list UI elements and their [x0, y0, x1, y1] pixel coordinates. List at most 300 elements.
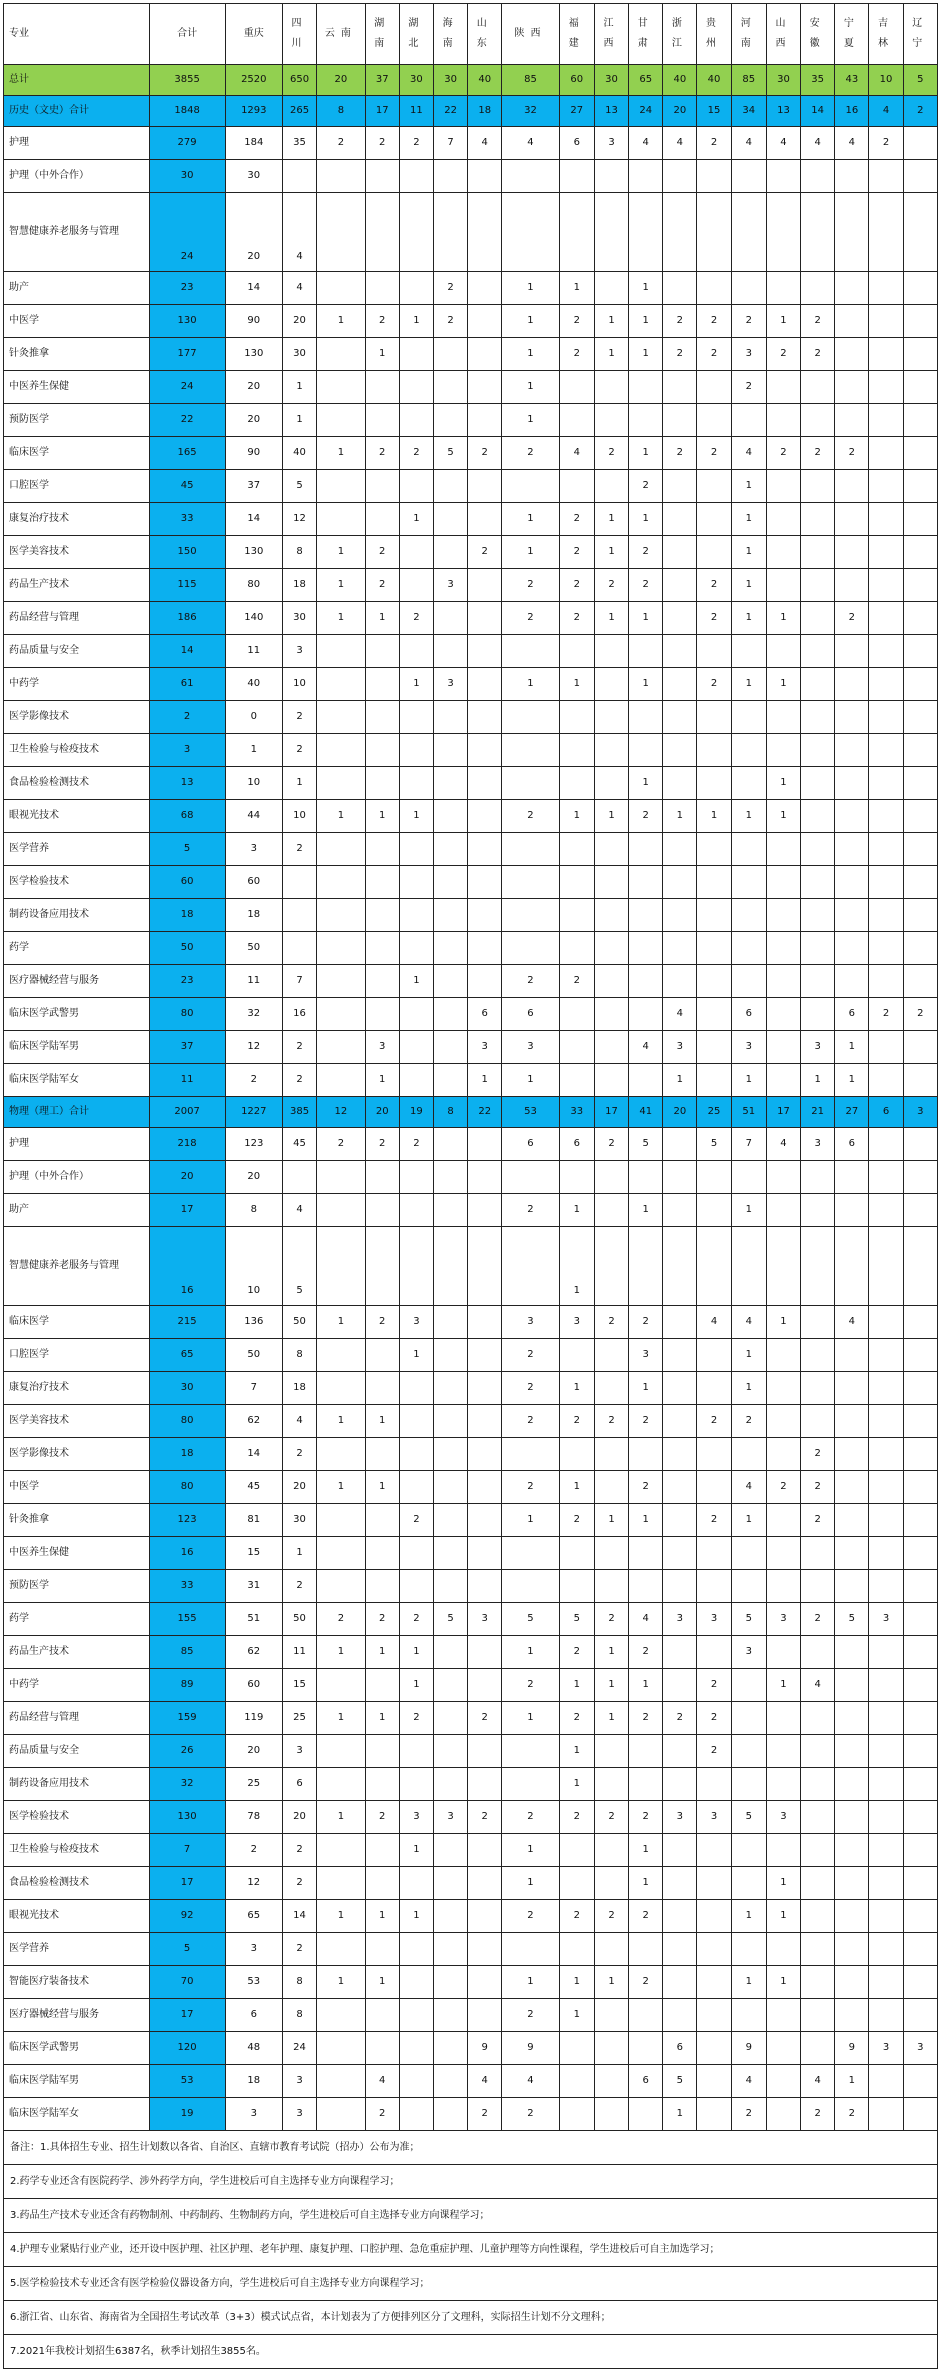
province-count	[697, 767, 731, 800]
province-count	[629, 734, 663, 767]
province-count	[766, 1161, 800, 1194]
major-total: 22	[149, 404, 225, 437]
province-count	[835, 1537, 869, 1570]
province-count	[365, 404, 399, 437]
province-count	[766, 1999, 800, 2032]
province-count	[835, 767, 869, 800]
province-count	[801, 701, 835, 734]
summary-total: 3855	[149, 65, 225, 96]
province-count: 15	[282, 1669, 316, 1702]
province-count: 2	[468, 437, 502, 470]
province-count	[468, 1194, 502, 1227]
province-count	[801, 1900, 835, 1933]
province-count	[433, 701, 467, 734]
province-count: 20	[282, 1471, 316, 1504]
major-name: 针灸推拿	[4, 338, 150, 371]
section-value: 17	[766, 1097, 800, 1128]
province-count	[468, 1372, 502, 1405]
province-count: 1	[365, 1471, 399, 1504]
province-count	[903, 1438, 937, 1471]
province-count	[869, 1504, 903, 1537]
province-count: 1	[365, 1636, 399, 1669]
province-count: 2	[594, 569, 628, 602]
province-count	[766, 998, 800, 1031]
province-count: 2	[594, 1306, 628, 1339]
province-count: 1	[629, 1504, 663, 1537]
province-count: 2	[365, 1306, 399, 1339]
province-count: 1	[502, 272, 559, 305]
province-count	[468, 1405, 502, 1438]
major-total: 33	[149, 1570, 225, 1603]
province-count: 1	[766, 1669, 800, 1702]
province-count	[731, 701, 766, 734]
province-count	[399, 1867, 433, 1900]
province-count	[399, 1933, 433, 1966]
province-count: 3	[468, 1031, 502, 1064]
province-count	[835, 1702, 869, 1735]
province-count	[365, 701, 399, 734]
table-row	[4, 1372, 938, 1405]
province-count	[317, 1372, 366, 1405]
province-count: 3	[282, 635, 316, 668]
province-count	[835, 1933, 869, 1966]
province-count: 11	[282, 1636, 316, 1669]
province-count: 45	[282, 1128, 316, 1161]
province-count	[433, 404, 467, 437]
province-count	[869, 569, 903, 602]
province-count: 4	[468, 127, 502, 160]
province-count	[903, 371, 937, 404]
table-row	[4, 1504, 938, 1537]
province-count: 2	[594, 1405, 628, 1438]
province-count	[559, 1438, 594, 1471]
province-count	[766, 1438, 800, 1471]
table-row	[4, 1636, 938, 1669]
summary-row	[4, 65, 938, 96]
province-count	[801, 1636, 835, 1669]
province-count	[317, 1867, 366, 1900]
province-count: 40	[282, 437, 316, 470]
province-count	[766, 1537, 800, 1570]
header-province: 海南	[433, 4, 467, 65]
major-total: 17	[149, 1194, 225, 1227]
header-province: 贵州	[697, 4, 731, 65]
province-count: 2	[594, 1603, 628, 1636]
province-count	[629, 1768, 663, 1801]
major-name: 卫生检验与检疫技术	[4, 734, 150, 767]
province-count: 123	[225, 1128, 282, 1161]
province-count	[731, 1702, 766, 1735]
province-count	[433, 1999, 467, 2032]
province-count	[697, 866, 731, 899]
province-count	[365, 1438, 399, 1471]
province-count	[835, 866, 869, 899]
province-count	[697, 1933, 731, 1966]
province-count	[663, 1227, 697, 1306]
province-count: 2	[282, 833, 316, 866]
table-row	[4, 1438, 938, 1471]
province-count	[365, 866, 399, 899]
province-count	[869, 602, 903, 635]
province-count	[869, 1900, 903, 1933]
province-count	[468, 1834, 502, 1867]
section-value: 25	[697, 1097, 731, 1128]
province-count: 1	[766, 1966, 800, 1999]
province-count	[433, 1161, 467, 1194]
province-count: 3	[225, 833, 282, 866]
province-count	[731, 1768, 766, 1801]
major-name: 医学营养	[4, 833, 150, 866]
province-count: 2	[282, 1570, 316, 1603]
province-count	[317, 1031, 366, 1064]
province-count: 1	[594, 305, 628, 338]
province-count: 3	[903, 2032, 937, 2065]
province-count: 2	[801, 305, 835, 338]
province-count	[433, 1636, 467, 1669]
province-count	[801, 1537, 835, 1570]
province-count: 50	[225, 1339, 282, 1372]
province-count	[663, 1735, 697, 1768]
province-count	[663, 536, 697, 569]
province-count: 1	[502, 1834, 559, 1867]
province-count	[697, 1471, 731, 1504]
province-count	[903, 1306, 937, 1339]
section-value: 51	[731, 1097, 766, 1128]
major-total: 17	[149, 1999, 225, 2032]
province-count	[399, 1735, 433, 1768]
province-count	[801, 160, 835, 193]
major-name: 助产	[4, 1194, 150, 1227]
province-count	[317, 1227, 366, 1306]
province-count	[399, 1768, 433, 1801]
province-count: 50	[225, 932, 282, 965]
province-count	[801, 833, 835, 866]
major-name: 药品经营与管理	[4, 602, 150, 635]
major-name: 口腔医学	[4, 1339, 150, 1372]
province-count	[502, 635, 559, 668]
section-value: 385	[282, 1097, 316, 1128]
province-count: 1	[731, 800, 766, 833]
province-count: 3	[282, 1735, 316, 1768]
province-count	[399, 899, 433, 932]
table-row	[4, 1999, 938, 2032]
province-count: 62	[225, 1405, 282, 1438]
note-text: 3.药品生产技术专业还含有药物制剂、中药制药、生物制药方向，学生进校后可自主选择专业方向课程学习；	[4, 2199, 938, 2233]
province-count	[869, 833, 903, 866]
table-row	[4, 1128, 938, 1161]
province-count	[731, 1161, 766, 1194]
province-count	[903, 1570, 937, 1603]
province-count	[903, 569, 937, 602]
province-count	[697, 1438, 731, 1471]
major-total: 19	[149, 2098, 225, 2131]
province-count: 5	[731, 1603, 766, 1636]
province-count	[559, 2065, 594, 2098]
province-count: 1	[559, 1471, 594, 1504]
province-count	[594, 1031, 628, 1064]
province-count: 6	[629, 2065, 663, 2098]
summary-value: 30	[433, 65, 467, 96]
province-count: 2	[594, 1801, 628, 1834]
province-count	[801, 767, 835, 800]
province-count	[629, 1570, 663, 1603]
major-name: 医学影像技术	[4, 701, 150, 734]
province-count	[801, 1339, 835, 1372]
province-count	[399, 1031, 433, 1064]
province-count	[731, 1669, 766, 1702]
province-count: 3	[225, 2098, 282, 2131]
province-count	[317, 1768, 366, 1801]
province-count: 8	[282, 1999, 316, 2032]
province-count: 1	[468, 1064, 502, 1097]
province-count	[663, 272, 697, 305]
province-count	[629, 866, 663, 899]
province-count	[468, 305, 502, 338]
province-count: 1	[801, 1064, 835, 1097]
major-name: 医学检验技术	[4, 866, 150, 899]
province-count	[594, 998, 628, 1031]
province-count	[468, 272, 502, 305]
section-value: 17	[365, 96, 399, 127]
province-count	[697, 899, 731, 932]
province-count: 3	[594, 127, 628, 160]
province-count	[629, 160, 663, 193]
province-count: 5	[559, 1603, 594, 1636]
province-count	[766, 2032, 800, 2065]
province-count: 1	[282, 371, 316, 404]
province-count	[869, 338, 903, 371]
province-count: 2	[399, 1702, 433, 1735]
major-total: 70	[149, 1966, 225, 1999]
major-name: 智能医疗装备技术	[4, 1966, 150, 1999]
province-count	[903, 1801, 937, 1834]
province-count	[468, 866, 502, 899]
province-count: 1	[502, 338, 559, 371]
province-count: 6	[468, 998, 502, 1031]
province-count: 4	[629, 1031, 663, 1064]
province-count	[835, 503, 869, 536]
province-count: 2	[502, 1999, 559, 2032]
province-count	[835, 338, 869, 371]
section-value: 32	[502, 96, 559, 127]
province-count	[835, 1834, 869, 1867]
province-count	[835, 668, 869, 701]
province-count	[663, 1867, 697, 1900]
province-count: 4	[801, 127, 835, 160]
major-name: 制药设备应用技术	[4, 1768, 150, 1801]
province-count: 1	[663, 1064, 697, 1097]
province-count	[663, 1128, 697, 1161]
province-count	[697, 635, 731, 668]
province-count	[731, 1999, 766, 2032]
province-count: 1	[399, 668, 433, 701]
province-count: 1	[559, 1999, 594, 2032]
province-count	[697, 1900, 731, 1933]
table-row	[4, 1603, 938, 1636]
province-count: 2	[399, 1128, 433, 1161]
province-count	[731, 734, 766, 767]
province-count	[869, 1636, 903, 1669]
province-count: 2	[801, 2098, 835, 2131]
province-count: 1	[766, 800, 800, 833]
summary-value: 5	[903, 65, 937, 96]
province-count	[903, 1504, 937, 1537]
province-count: 1	[594, 800, 628, 833]
province-count	[869, 668, 903, 701]
major-name: 制药设备应用技术	[4, 899, 150, 932]
province-count: 65	[225, 1900, 282, 1933]
province-count	[559, 932, 594, 965]
province-count	[317, 1735, 366, 1768]
table-row	[4, 1161, 938, 1194]
province-count: 2	[629, 800, 663, 833]
province-count: 3	[801, 1031, 835, 1064]
major-name: 针灸推拿	[4, 1504, 150, 1537]
province-count: 1	[282, 404, 316, 437]
province-count	[903, 1194, 937, 1227]
section-value: 14	[801, 96, 835, 127]
province-count	[559, 1834, 594, 1867]
province-count	[663, 569, 697, 602]
province-count	[835, 1194, 869, 1227]
province-count	[317, 998, 366, 1031]
province-count	[697, 1194, 731, 1227]
province-count	[399, 1471, 433, 1504]
province-count	[468, 1128, 502, 1161]
major-name: 药品生产技术	[4, 569, 150, 602]
province-count	[365, 734, 399, 767]
province-count: 2	[697, 1405, 731, 1438]
province-count	[468, 602, 502, 635]
province-count: 12	[225, 1867, 282, 1900]
province-count: 1	[317, 1702, 366, 1735]
summary-value: 30	[399, 65, 433, 96]
province-count	[697, 1372, 731, 1405]
header-province: 陕西	[502, 4, 559, 65]
header-province: 河南	[731, 4, 766, 65]
province-count: 1	[629, 338, 663, 371]
province-count	[594, 1867, 628, 1900]
province-count	[869, 2065, 903, 2098]
province-count	[317, 701, 366, 734]
province-count: 14	[225, 272, 282, 305]
province-count: 10	[282, 800, 316, 833]
province-count: 4	[801, 2065, 835, 2098]
summary-value: 40	[468, 65, 502, 96]
province-count	[468, 1768, 502, 1801]
province-count	[433, 193, 467, 272]
province-count	[663, 404, 697, 437]
province-count: 1	[282, 1537, 316, 1570]
province-count	[835, 404, 869, 437]
major-total: 92	[149, 1900, 225, 1933]
province-count: 1	[697, 800, 731, 833]
province-count	[433, 1702, 467, 1735]
section-value: 1227	[225, 1097, 282, 1128]
province-count: 1	[317, 1966, 366, 1999]
major-total: 5	[149, 1933, 225, 1966]
province-count	[869, 1702, 903, 1735]
province-count: 6	[663, 2032, 697, 2065]
province-count	[731, 1834, 766, 1867]
note-text: 2.药学专业还含有医院药学、涉外药学方向，学生进校后可自主选择专业方向课程学习；	[4, 2165, 938, 2199]
summary-value: 35	[801, 65, 835, 96]
province-count: 90	[225, 305, 282, 338]
province-count: 2	[559, 602, 594, 635]
table-row	[4, 1900, 938, 1933]
province-count	[766, 1031, 800, 1064]
province-count	[697, 160, 731, 193]
province-count	[594, 2065, 628, 2098]
province-count: 2	[629, 1405, 663, 1438]
major-name: 医学检验技术	[4, 1801, 150, 1834]
province-count: 1	[559, 1194, 594, 1227]
province-count	[869, 1306, 903, 1339]
major-total: 53	[149, 2065, 225, 2098]
province-count	[903, 2065, 937, 2098]
province-count	[468, 734, 502, 767]
province-count	[663, 1966, 697, 1999]
province-count	[594, 734, 628, 767]
summary-value: 10	[869, 65, 903, 96]
province-count: 4	[559, 437, 594, 470]
province-count	[766, 2065, 800, 2098]
province-count	[663, 371, 697, 404]
major-name: 临床医学陆军女	[4, 1064, 150, 1097]
province-count	[835, 833, 869, 866]
province-count: 1	[731, 536, 766, 569]
province-count: 30	[282, 338, 316, 371]
province-count	[399, 2065, 433, 2098]
province-count	[697, 1570, 731, 1603]
province-count	[468, 1161, 502, 1194]
section-value: 15	[697, 96, 731, 127]
province-count: 7	[282, 965, 316, 998]
province-count: 2	[559, 1636, 594, 1669]
section-value: 34	[731, 96, 766, 127]
province-count: 14	[282, 1900, 316, 1933]
province-count: 2	[629, 1900, 663, 1933]
province-count: 1	[594, 1504, 628, 1537]
province-count	[629, 899, 663, 932]
province-count	[629, 371, 663, 404]
province-count	[317, 833, 366, 866]
province-count: 3	[731, 338, 766, 371]
province-count	[468, 1966, 502, 1999]
province-count	[697, 272, 731, 305]
province-count	[629, 1735, 663, 1768]
section-value: 27	[559, 96, 594, 127]
province-count: 2	[731, 1405, 766, 1438]
province-count: 2	[468, 2098, 502, 2131]
table-row	[4, 1194, 938, 1227]
province-count: 3	[663, 1603, 697, 1636]
province-count	[399, 734, 433, 767]
province-count: 184	[225, 127, 282, 160]
province-count	[399, 1194, 433, 1227]
header-province: 山东	[468, 4, 502, 65]
header-province: 福建	[559, 4, 594, 65]
province-count: 2	[594, 437, 628, 470]
province-count	[801, 1161, 835, 1194]
table-row	[4, 2098, 938, 2131]
province-count: 1	[731, 602, 766, 635]
major-name: 预防医学	[4, 1570, 150, 1603]
province-count	[317, 1161, 366, 1194]
province-count	[399, 2032, 433, 2065]
province-count	[903, 127, 937, 160]
province-count: 2	[559, 1504, 594, 1537]
